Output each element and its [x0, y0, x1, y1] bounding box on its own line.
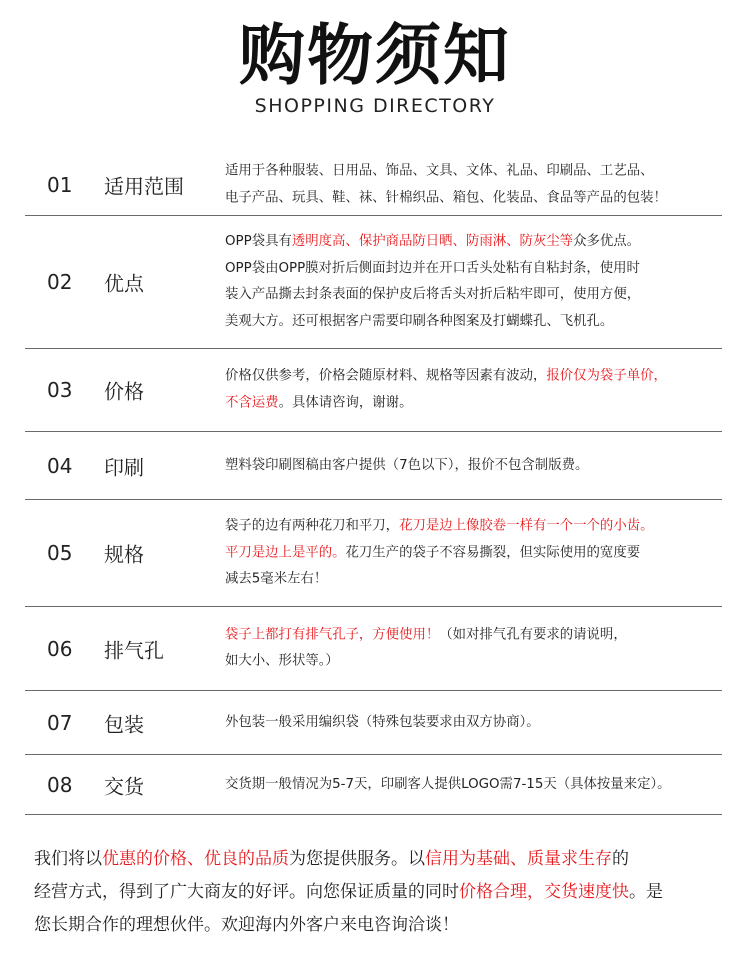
row-description [225, 159, 722, 212]
page-title: 购物须知 [239, 17, 511, 94]
body-text: 电子产品、玩具、鞋、袜、针棉织品、箱包、化装品、食品等产品的包装！ [225, 190, 667, 205]
body-text: 塑料袋印刷图稿由客户提供（7色以下），报价不包含制版费。 [225, 457, 589, 473]
footer-paragraph [34, 843, 734, 942]
highlight-text: 报价仅为袋子单价， [546, 368, 667, 384]
row-number: 02 [47, 270, 73, 294]
text-line [225, 649, 722, 676]
row-description [225, 622, 722, 675]
text-line [225, 566, 722, 593]
body-text: OPP袋具有 [225, 234, 292, 249]
body-text: 如大小、形状等。） [225, 653, 339, 669]
body-text: 为您提供服务。以 [289, 849, 425, 869]
body-text: （如对排气孔有要求的请说明， [439, 627, 627, 642]
body-text: 交货期一般情况为5-7天，印刷客人提供LOGO需7-15天（具体按量来定）。 [225, 776, 671, 792]
body-text: OPP袋由OPP膜对折后侧面封边并在开口舌头处粘有自粘封条，使用时 [225, 260, 640, 276]
highlight-text: 平刀是边上是平的。 [225, 544, 346, 560]
table-row [25, 155, 722, 216]
highlight-text: 透明度高、保护商品防日晒、防雨淋、防灰尘等 [291, 234, 574, 249]
text-line [34, 909, 734, 942]
text-line [225, 185, 722, 212]
highlight-text: 袋子上都打有排气孔子，方便使用！ [225, 627, 440, 642]
row-description [225, 364, 722, 417]
row-number: 03 [47, 378, 73, 402]
body-text: 外包装一般采用编织袋（特殊包装要求由双方协商）。 [225, 714, 540, 730]
row-description [225, 709, 722, 736]
text-line [34, 843, 734, 876]
table-row [25, 349, 722, 432]
table-row [25, 500, 722, 607]
text-line [225, 709, 722, 736]
row-label: 优点 [104, 271, 144, 296]
row-description [225, 452, 722, 479]
row-number: 06 [47, 636, 73, 661]
body-text: 您长期合作的理想伙伴。欢迎海内外客户来电咨询洽谈！ [34, 915, 459, 935]
table-row [25, 755, 722, 815]
body-text: 美观大方。还可根据客户需要印刷各种图案及打蝴蝶孔、飞机孔。 [225, 313, 614, 329]
body-text: 的 [612, 849, 629, 869]
row-label: 排气孔 [104, 638, 164, 662]
body-text: 装入产品撕去封条表面的保护皮后将舌头对折后粘牢即可，使用方便， [225, 287, 641, 302]
row-number: 07 [47, 710, 73, 735]
table-row [25, 607, 722, 691]
body-text: 袋子的边有两种花刀和平刀， [225, 518, 400, 534]
row-number: 05 [47, 541, 73, 565]
body-text: 适用于各种服装、日用品、饰品、文具、文体、礼品、印刷品、工艺品、 [225, 163, 654, 179]
table-row [25, 432, 722, 500]
highlight-text: 优惠的价格、优良的品质 [102, 849, 289, 869]
info-table [25, 155, 722, 815]
row-label: 印刷 [104, 455, 144, 479]
body-text: 。是 [629, 882, 663, 902]
text-line [225, 282, 722, 309]
table-row [25, 216, 722, 349]
text-line [225, 309, 722, 336]
body-text: 众多优点。 [573, 234, 641, 249]
row-description [225, 771, 722, 798]
body-text: 价格仅供参考，价格会随原材料、规格等因素有波动， [225, 368, 547, 384]
body-text: 。具体请咨询，谢谢。 [278, 395, 413, 410]
text-line [225, 364, 722, 391]
text-line [225, 540, 722, 567]
text-line [225, 771, 722, 798]
text-line [225, 622, 722, 649]
row-number: 01 [47, 173, 73, 197]
row-label: 规格 [104, 542, 144, 567]
row-description [225, 229, 722, 335]
text-line [225, 452, 722, 479]
text-line [225, 256, 722, 283]
body-text: 减去5毫米左右！ [225, 571, 328, 587]
row-label: 适用范围 [104, 174, 184, 199]
row-description [225, 513, 722, 593]
row-label: 价格 [104, 379, 144, 404]
text-line [225, 390, 722, 417]
row-label: 包装 [104, 712, 144, 736]
highlight-text: 信用为基础、质量求生存 [425, 849, 612, 869]
highlight-text: 价格合理，交货速度快 [459, 882, 629, 902]
table-row [25, 691, 722, 755]
body-text: 我们将以 [34, 849, 102, 869]
row-label: 交货 [104, 774, 144, 798]
text-line [225, 229, 722, 256]
body-text: 花刀生产的袋子不容易撕裂，但实际使用的宽度要 [345, 544, 641, 560]
highlight-text: 花刀是边上像胶卷一样有一个一个的小齿。 [399, 518, 654, 534]
highlight-text: 不含运费 [225, 395, 279, 410]
body-text: 经营方式，得到了广大商友的好评。向您保证质量的同时 [34, 882, 459, 902]
row-number: 08 [47, 772, 73, 797]
text-line [34, 876, 734, 909]
text-line [225, 159, 722, 186]
text-line [225, 513, 722, 540]
row-number: 04 [47, 453, 73, 478]
page-subtitle: SHOPPING DIRECTORY [254, 95, 496, 117]
